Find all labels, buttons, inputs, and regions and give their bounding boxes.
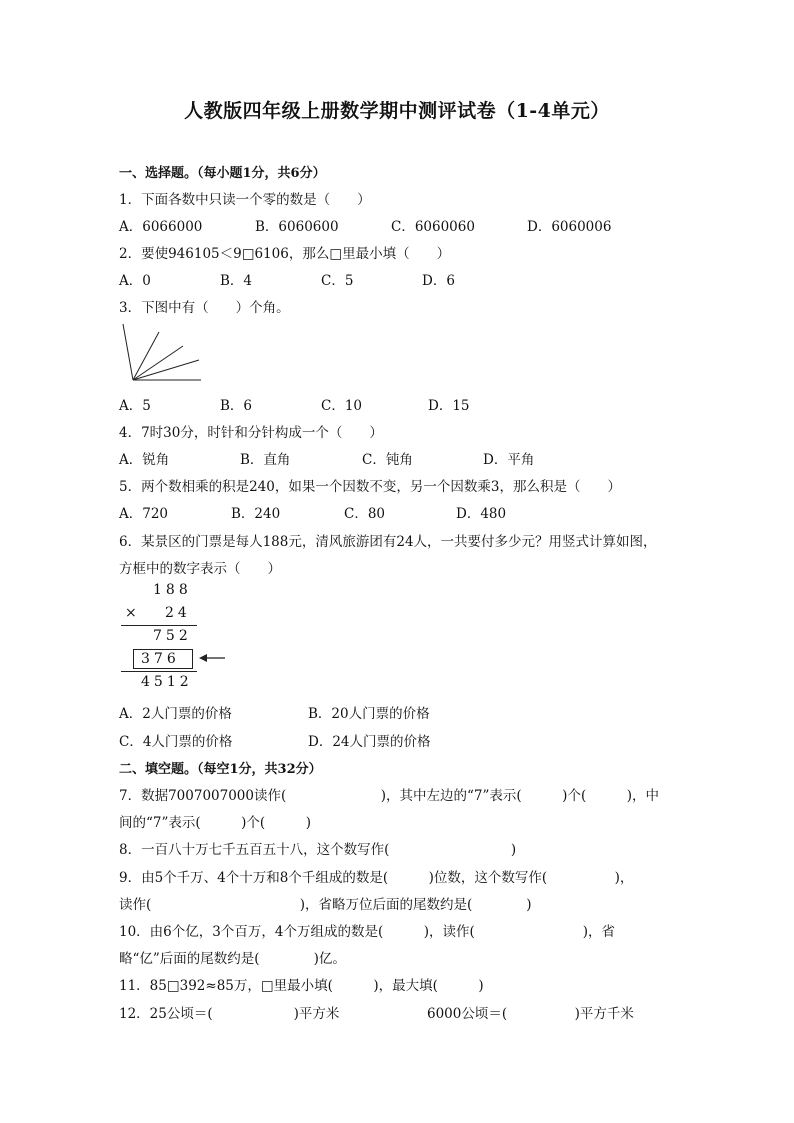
calc-rule bbox=[121, 671, 197, 672]
angle-ray bbox=[133, 360, 199, 380]
calc-result: 4512 bbox=[141, 674, 193, 690]
q4-option-b: B．直角 bbox=[240, 452, 291, 468]
calc-multiplier: 24 bbox=[165, 605, 191, 621]
calc-partial-product-1: 752 bbox=[153, 628, 192, 644]
calc-multiplicand: 188 bbox=[153, 582, 192, 598]
q4-option-d: D．平角 bbox=[483, 452, 535, 468]
calc-partial-product-2: 376 bbox=[141, 651, 180, 667]
q6-option-b: B．20人门票的价格 bbox=[308, 706, 430, 722]
q3-option-d: D．15 bbox=[428, 398, 470, 414]
q3-option-a: A．5 bbox=[119, 398, 151, 414]
q2-option-a: A．0 bbox=[119, 273, 151, 289]
q6-option-a: A．2人门票的价格 bbox=[119, 706, 232, 722]
section-heading-choice: 一、选择题。（每小题1分，共6分） bbox=[119, 166, 326, 181]
q6-option-c: C．4人门票的价格 bbox=[119, 734, 233, 750]
q5-option-c: C．80 bbox=[344, 506, 386, 522]
q1-option-d: D．6060006 bbox=[527, 219, 612, 235]
arrow-left-icon bbox=[199, 651, 227, 665]
angle-ray bbox=[133, 346, 183, 380]
question-5: 5．两个数相乘的积是240，如果一个因数不变，另一个因数乘3，那么积是（ ） bbox=[119, 479, 621, 495]
question-11: 11．85□392≈85万，□里最小填( )，最大填( ) bbox=[119, 978, 484, 994]
q6-option-d: D．24人门票的价格 bbox=[308, 734, 431, 750]
question-10-continued: 略“亿”后面的尾数约是( )亿。 bbox=[119, 951, 346, 967]
calc-rule bbox=[121, 625, 197, 626]
question-4: 4．7时30分，时针和分针构成一个（ ） bbox=[119, 425, 383, 441]
q4-option-a: A．锐角 bbox=[119, 452, 170, 468]
q5-option-b: B．240 bbox=[231, 506, 281, 522]
question-12-part-1: 12．25公顷＝( )平方米 bbox=[119, 1006, 340, 1022]
q5-option-d: D．480 bbox=[456, 506, 507, 522]
question-1: 1．下面各数中只读一个零的数是（ ） bbox=[119, 192, 371, 208]
q3-option-c: C．10 bbox=[321, 398, 363, 414]
q3-option-b: B．6 bbox=[220, 398, 253, 414]
calc-operator: × bbox=[125, 605, 141, 621]
q1-option-c: C．6060060 bbox=[391, 219, 475, 235]
q4-option-c: C．钝角 bbox=[362, 452, 413, 468]
question-2: 2．要使946105＜9□6106，那么□里最小填（ ） bbox=[119, 246, 451, 262]
vertical-multiplication bbox=[119, 580, 229, 695]
question-3: 3．下图中有（ ）个角。 bbox=[119, 300, 290, 316]
angle-ray bbox=[123, 324, 133, 380]
angle-figure bbox=[119, 320, 209, 384]
q2-option-b: B．4 bbox=[220, 273, 253, 289]
q2-option-c: C．5 bbox=[321, 273, 354, 289]
q1-option-b: B．6060600 bbox=[255, 219, 339, 235]
question-6: 6．某景区的门票是每人188元，清风旅游团有24人，一共要付多少元？用竖式计算如图， bbox=[119, 534, 657, 550]
question-9: 9．由5个千万、4个十万和8个千组成的数是( )位数，这个数写作( )， bbox=[119, 870, 634, 886]
question-6-continued: 方框中的数字表示（ ） bbox=[119, 561, 281, 577]
q1-option-a: A．6066000 bbox=[119, 219, 203, 235]
question-8: 8．一百八十万七千五百五十八，这个数写作( ) bbox=[119, 842, 517, 858]
section-heading-fill: 二、填空题。（每空1分，共32分） bbox=[119, 762, 322, 777]
page-title: 人教版四年级上册数学期中测评试卷（1-4单元） bbox=[184, 100, 610, 122]
question-10: 10．由6个亿，3个百万，4个万组成的数是( )，读作( )，省 bbox=[119, 924, 616, 940]
q5-option-a: A．720 bbox=[119, 506, 169, 522]
question-12-part-2: 6000公顷＝( )平方千米 bbox=[427, 1006, 634, 1022]
question-7-continued: 间的“7”表示( )个( ) bbox=[119, 815, 311, 831]
question-7: 7．数据7007007000读作( )，其中左边的“7”表示( )个( )，中 bbox=[119, 788, 659, 804]
q2-option-d: D．6 bbox=[422, 273, 455, 289]
question-9-continued: 读作( )，省略万位后面的尾数约是( ) bbox=[119, 897, 532, 913]
